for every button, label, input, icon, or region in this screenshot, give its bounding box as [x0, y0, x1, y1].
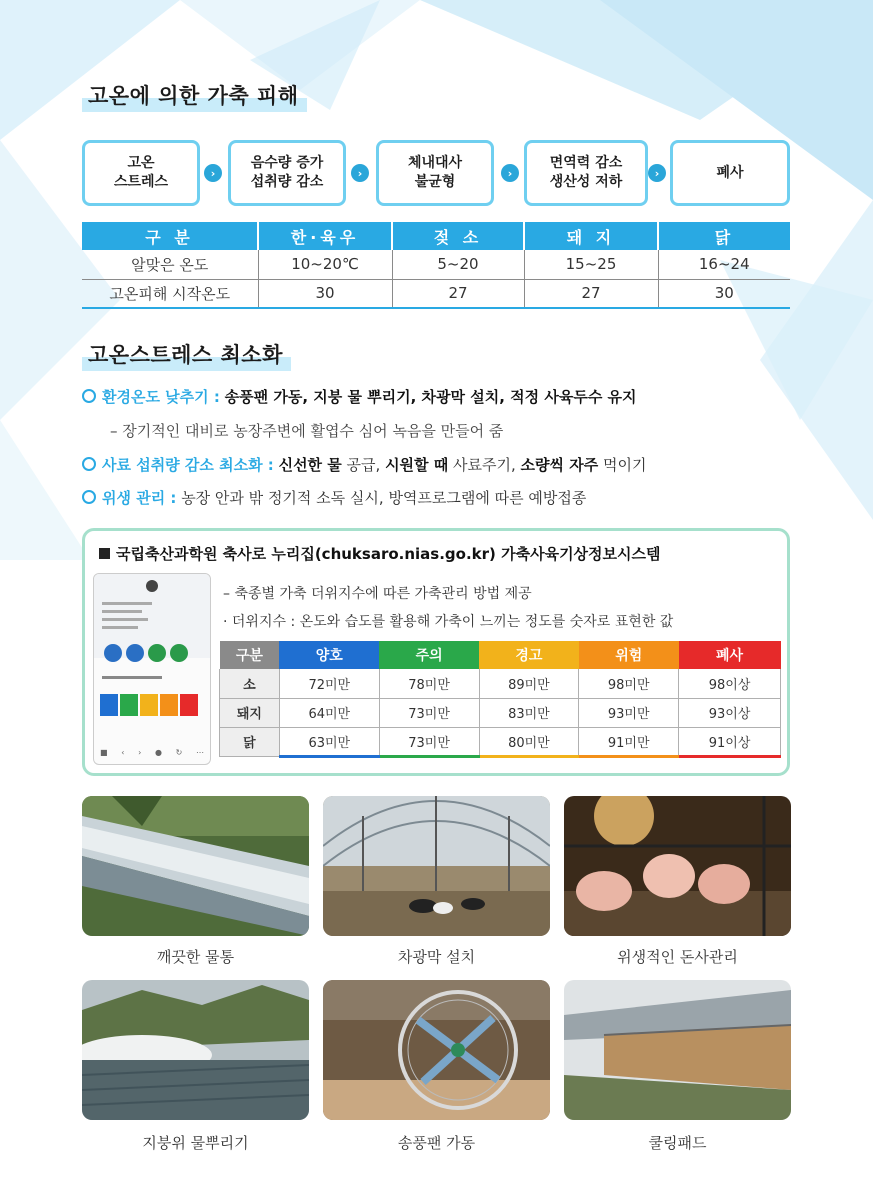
circle-bullet-icon — [82, 389, 96, 403]
table-cell: 80미만 — [479, 727, 579, 756]
column-header: 구 분 — [82, 222, 258, 250]
table-cell: 5~20 — [392, 250, 524, 279]
table-cell: 83미만 — [479, 698, 579, 727]
table-cell: 98미만 — [579, 669, 679, 698]
heat-index-table — [219, 641, 781, 758]
row-header: 돼지 — [220, 698, 280, 727]
roof-sprinkler-photo — [82, 980, 309, 1120]
table-cell: 63미만 — [279, 727, 379, 756]
table-cell: 27 — [524, 279, 658, 308]
arrow-right-icon: › — [204, 164, 222, 182]
photo-caption: 깨끗한 물통 — [156, 948, 235, 966]
table-cell: 30 — [658, 279, 790, 308]
circle-bullet-icon — [82, 490, 96, 504]
table-row — [82, 279, 790, 308]
square-bullet-icon — [99, 548, 110, 559]
table-header-row — [220, 641, 781, 669]
row-header: 닭 — [220, 727, 280, 756]
weather-icon — [146, 580, 158, 592]
column-header: 한·육우 — [258, 222, 392, 250]
photo-caption: 지붕위 물뿌리기 — [142, 1134, 249, 1152]
table-cell: 30 — [258, 279, 392, 308]
info-title: 국립축산과학원 축사로 누리집(chuksaro.nias.go.kr) 가축사육기상정보시스템 — [99, 543, 661, 564]
phone-screenshot — [93, 573, 211, 765]
table-cell: 73미만 — [379, 727, 479, 756]
column-header: 구분 — [220, 641, 280, 669]
column-header: 닭 — [658, 222, 790, 250]
column-header: 폐사 — [679, 641, 781, 669]
pig-house-photo — [564, 796, 791, 936]
column-header: 위험 — [579, 641, 679, 669]
temperature-table — [82, 222, 790, 309]
ventilation-fan-photo — [323, 980, 550, 1120]
bullet-environment-sub: – 장기적인 대비로 농장주변에 활엽수 심어 녹음을 만들어 줌 — [110, 422, 504, 440]
bullet-feed: 사료 섭취량 감소 최소화 : 신선한 물 공급, 시원할 때 사료주기, 소량씩 자주 먹이기 — [82, 454, 646, 475]
table-row — [220, 669, 781, 698]
table-cell: 72미만 — [279, 669, 379, 698]
arrow-right-icon: › — [501, 164, 519, 182]
damage-flow — [82, 140, 790, 206]
table-cell: 27 — [392, 279, 524, 308]
flow-step: 체내대사 불균형 — [376, 140, 494, 206]
info-desc-2: · 더위지수 : 온도와 습도를 활용해 가축이 느끼는 정도를 숫자로 표현한 값 — [223, 614, 674, 630]
shade-net-photo — [323, 796, 550, 936]
table-cell: 89미만 — [479, 669, 579, 698]
cooling-pad-photo — [564, 980, 791, 1120]
table-row — [82, 250, 790, 279]
column-header: 양호 — [279, 641, 379, 669]
column-header: 젖 소 — [392, 222, 524, 250]
circle-bullet-icon — [82, 457, 96, 471]
photo-caption: 송풍팬 가동 — [397, 1134, 476, 1152]
photo-caption: 쿨링패드 — [648, 1134, 707, 1152]
bullet-environment: 환경온도 낮추기 : 송풍팬 가동, 지붕 물 뿌리기, 차광막 설치, 적정 사육두수 유지 — [82, 386, 637, 407]
table-cell: 16~24 — [658, 250, 790, 279]
info-desc-1: – 축종별 가축 더위지수에 따른 가축관리 방법 제공 — [223, 586, 532, 602]
table-cell: 고온피해 시작온도 — [82, 279, 258, 308]
bullet-hygiene: 위생 관리 : 농장 안과 밖 정기적 소독 실시, 방역프로그램에 따른 예방접종 — [82, 487, 586, 508]
photo-caption: 차광막 설치 — [397, 948, 476, 966]
table-cell: 15~25 — [524, 250, 658, 279]
row-header: 소 — [220, 669, 280, 698]
flow-step: 음수량 증가 섭취량 감소 — [228, 140, 346, 206]
table-row — [220, 727, 781, 756]
table-cell: 64미만 — [279, 698, 379, 727]
flow-step: 면역력 감소 생산성 저하 — [524, 140, 648, 206]
table-row — [220, 698, 781, 727]
column-header: 경고 — [479, 641, 579, 669]
table-cell: 알맞은 온도 — [82, 250, 258, 279]
arrow-right-icon: › — [648, 164, 666, 182]
flow-step: 폐사 — [670, 140, 790, 206]
table-cell: 93이상 — [679, 698, 781, 727]
table-cell: 91미만 — [579, 727, 679, 756]
table-cell: 78미만 — [379, 669, 479, 698]
flow-step: 고온 스트레스 — [82, 140, 200, 206]
table-cell: 98이상 — [679, 669, 781, 698]
phone-nav-bar: ■ ‹ › ● ↻ ⋯ — [100, 748, 204, 757]
damage-title: 고온에 의한 가축 피해 — [88, 80, 299, 110]
table-cell: 10~20℃ — [258, 250, 392, 279]
photo-caption: 위생적인 돈사관리 — [617, 948, 738, 966]
column-header: 돼 지 — [524, 222, 658, 250]
table-cell: 73미만 — [379, 698, 479, 727]
arrow-right-icon: › — [351, 164, 369, 182]
table-cell: 93미만 — [579, 698, 679, 727]
clean-water-trough-photo — [82, 796, 309, 936]
table-cell: 91이상 — [679, 727, 781, 756]
info-box — [82, 528, 790, 776]
minimize-title: 고온스트레스 최소화 — [88, 339, 283, 369]
table-header-row — [82, 222, 790, 250]
column-header: 주의 — [379, 641, 479, 669]
